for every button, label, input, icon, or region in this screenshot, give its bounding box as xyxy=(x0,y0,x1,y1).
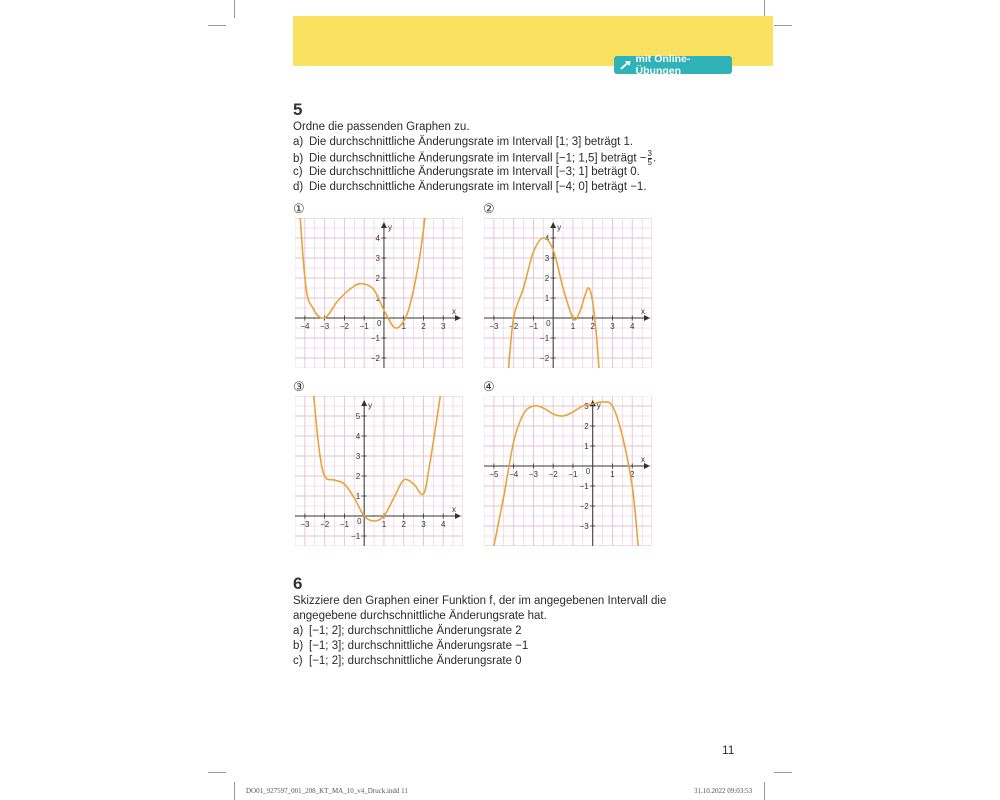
x-tick-label: 3 xyxy=(441,322,446,331)
x-tick-label: −2 xyxy=(320,520,330,529)
x-tick-label: −2 xyxy=(548,470,558,479)
page-number: 11 xyxy=(722,743,735,757)
y-tick-label: −2 xyxy=(370,354,380,363)
x-tick-label: −2 xyxy=(339,322,349,331)
x-tick-label: 4 xyxy=(441,520,446,529)
origin-label: 0 xyxy=(376,319,382,328)
y-tick-label: 1 xyxy=(584,442,589,451)
graph-4 xyxy=(484,396,652,546)
x-tick-label: −4 xyxy=(300,322,310,331)
x-tick-label: −1 xyxy=(339,520,349,529)
y-tick-label: −2 xyxy=(540,354,550,363)
crop-mark xyxy=(208,772,226,773)
exercise-number-6: 6 xyxy=(293,574,303,593)
x-tick-label: 2 xyxy=(630,470,635,479)
exercise-5-text xyxy=(293,120,656,195)
fraction: $\frac{3}{5}$ xyxy=(647,149,652,167)
graph-4-label: ④ xyxy=(483,379,495,394)
crop-mark xyxy=(234,782,235,800)
x-tick-label: 2 xyxy=(590,322,595,331)
x-tick-label: 4 xyxy=(630,322,635,331)
x-tick-label: −1 xyxy=(568,470,578,479)
y-tick-label: 4 xyxy=(375,234,380,243)
graph-1-label: ① xyxy=(293,201,305,216)
x-tick-label: −1 xyxy=(528,322,538,331)
x-axis-label: x xyxy=(452,307,456,316)
origin-label: 0 xyxy=(585,467,591,476)
y-tick-label: 4 xyxy=(544,234,550,243)
y-tick-label: −2 xyxy=(579,502,589,511)
x-axis-label: x xyxy=(641,455,645,464)
graph-3 xyxy=(295,396,463,546)
y-tick-label: 1 xyxy=(375,294,380,303)
exercise-5-item-b: b) Die durchschnittliche Änderungsrate im Intervall [−1; 1,5] beträgt − $\frac{3}{5}$ . xyxy=(293,149,657,167)
x-tick-label: 3 xyxy=(610,322,615,331)
crop-mark xyxy=(774,772,792,773)
y-tick-label: 4 xyxy=(355,432,361,441)
y-tick-label: 2 xyxy=(355,472,361,481)
y-tick-label: 2 xyxy=(375,274,380,283)
x-tick-label: −5 xyxy=(489,470,499,479)
x-axis-label: x xyxy=(452,505,456,514)
y-tick-label: 1 xyxy=(544,294,550,303)
badge-label: mit Online-Übungen xyxy=(635,53,691,77)
y-tick-label: −3 xyxy=(579,522,589,531)
y-tick-label: −1 xyxy=(540,334,550,343)
x-tick-label: −3 xyxy=(320,322,330,331)
x-tick-label: −4 xyxy=(509,470,519,479)
graph-3-label: ③ xyxy=(293,379,305,394)
x-tick-label: −3 xyxy=(300,520,310,529)
exercise-6-text xyxy=(293,594,666,669)
y-axis-arrow xyxy=(381,222,387,228)
footer-timestamp: 31.10.2022 09:03:53 xyxy=(694,787,753,795)
origin-label: 0 xyxy=(546,319,551,328)
exercise-number-5: 5 xyxy=(293,100,303,119)
footer-file-info: DO01_927597_001_208_KT_MA_10_v4_Druck.indd 11 xyxy=(246,787,408,795)
origin-label: 0 xyxy=(357,517,362,526)
exercise-5-item-a: a) Die durchschnittliche Änderungsrate im Intervall [1; 3] beträgt 1. xyxy=(293,136,634,148)
y-tick-label: 2 xyxy=(584,422,589,431)
x-tick-label: −2 xyxy=(509,322,519,331)
online-exercises-badge[interactable] xyxy=(614,53,732,77)
crop-mark xyxy=(774,25,792,26)
arrow-icon xyxy=(620,60,632,70)
crop-mark xyxy=(234,0,235,18)
y-tick-label: −1 xyxy=(370,334,380,343)
y-axis-label: y xyxy=(387,223,392,232)
x-tick-label: 2 xyxy=(401,520,406,529)
graph-2-label: ② xyxy=(483,201,495,216)
crop-mark xyxy=(764,782,765,800)
y-tick-label: 2 xyxy=(544,274,550,283)
x-tick-label: 1 xyxy=(610,470,615,479)
y-axis-label: y xyxy=(557,223,562,232)
y-axis-label: y xyxy=(368,401,373,410)
exercise-5-item-d: d) Die durchschnittliche Änderungsrate im Intervall [−4; 0] beträgt −1. xyxy=(293,181,647,193)
exercise-6-item-a: a) [−1; 2]; durchschnittliche Änderungsrate 2 xyxy=(293,625,522,637)
y-tick-label: −1 xyxy=(579,482,589,491)
exercise-6-item-b: b) [−1; 3]; durchschnittliche Änderungsrate −1 xyxy=(293,640,529,652)
y-axis-arrow xyxy=(361,400,367,406)
x-tick-label: 1 xyxy=(401,322,406,331)
x-axis-label: x xyxy=(641,307,645,316)
x-tick-label: −3 xyxy=(489,322,499,331)
x-tick-label: 3 xyxy=(421,520,426,529)
exercise-6-intro-1: Skizziere den Graphen einer Funktion f, der im angegebenen Intervall die xyxy=(293,595,667,607)
x-tick-label: −3 xyxy=(528,470,538,479)
y-tick-label: 3 xyxy=(544,254,550,263)
y-tick-label: 5 xyxy=(355,412,361,421)
x-tick-label: −1 xyxy=(359,322,369,331)
crop-mark xyxy=(208,25,226,26)
x-tick-label: 2 xyxy=(421,322,426,331)
exercise-5-item-c: c) Die durchschnittliche Änderungsrate im Intervall [−3; 1] beträgt 0. xyxy=(293,166,640,178)
exercise-6-intro-2: angegebene durchschnittliche Änderungsrate hat. xyxy=(293,610,547,622)
x-tick-label: 1 xyxy=(570,322,576,331)
exercise-6-item-c: c) [−1; 2]; durchschnittliche Änderungsrate 0 xyxy=(293,655,522,667)
y-tick-label: 3 xyxy=(355,452,361,461)
y-tick-label: 1 xyxy=(355,492,361,501)
y-tick-label: 3 xyxy=(375,254,380,263)
exercise-5-instruction: Ordne die passenden Graphen zu. xyxy=(293,121,470,133)
x-tick-label: 1 xyxy=(381,520,387,529)
graph-2 xyxy=(484,218,652,368)
y-tick-label: −1 xyxy=(351,532,361,541)
graph-1 xyxy=(295,218,463,368)
y-tick-label: 3 xyxy=(584,402,589,411)
y-axis-label: y xyxy=(596,401,601,410)
y-axis-arrow xyxy=(550,222,556,228)
